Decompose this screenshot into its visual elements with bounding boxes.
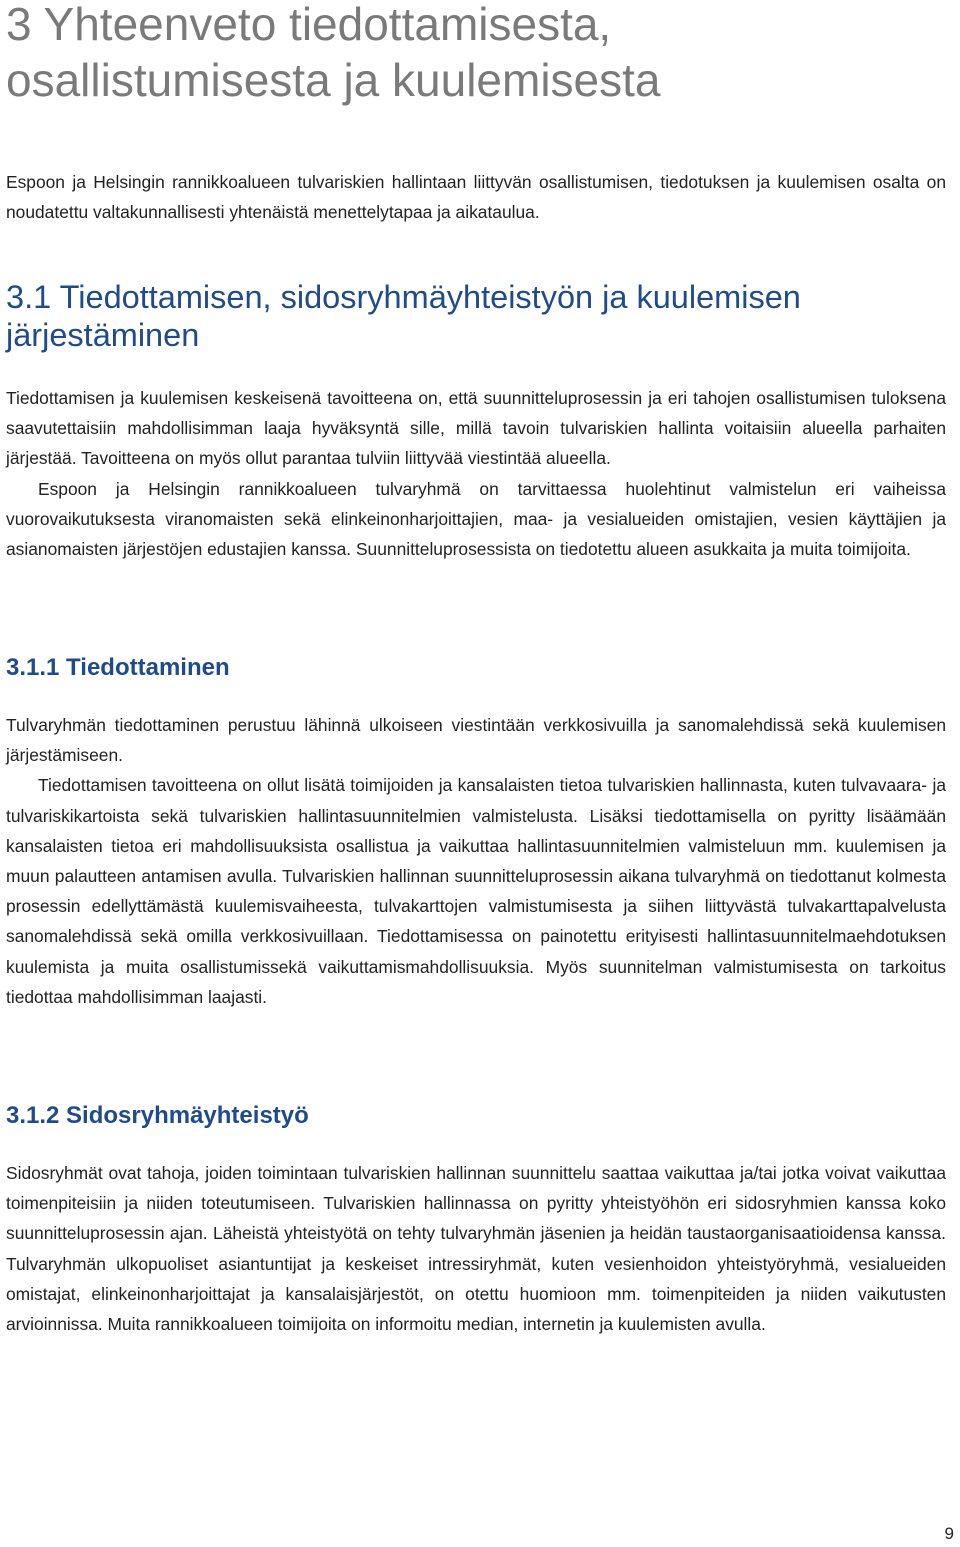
chapter-title-line-2: osallistumisesta ja kuulemisesta	[6, 54, 661, 106]
page-number: 9	[944, 1524, 954, 1543]
section-3-1-title-line-1: 3.1 Tiedottamisen, sidosryhmäyhteistyön ja kuulemisen	[6, 279, 801, 315]
section-3-1-1-body	[6, 710, 946, 1012]
section-3-1-paragraph-2: Espoon ja Helsingin rannikkoalueen tulvaryhmä on tarvittaessa huolehtinut valmistelun eri vaiheissa vuorovaikutuksesta viranomaisten sekä elinkeinonharjoittajien, maa- ja vesialueiden omistajien, vesien käyttäjien ja asianomaisten järjestöjen edustajien kanssa. Suunnitteluprosessista on tiedotettu alueen asukkaita ja muita toimijoita.	[6, 478, 946, 560]
section-3-1-title	[6, 278, 946, 354]
chapter-title-line-1: 3 Yhteenveto tiedottamisesta,	[6, 0, 612, 50]
chapter-title	[6, 0, 946, 108]
section-3-1-body	[6, 383, 946, 564]
section-3-1-1-paragraph-1: Tulvaryhmän tiedottaminen perustuu lähinnä ulkoiseen viestintään verkkosivuilla ja sanomalehdissä sekä kuulemisen järjestämiseen.	[6, 715, 946, 766]
section-3-1-2-paragraph-1: Sidosryhmät ovat tahoja, joiden toimintaan tulvariskien hallinnan suunnittelu saattaa vaikuttaa ja/tai jotka voivat vaikuttaa toimenpiteisiin ja niiden toteutumiseen. Tulvariskien hallinnassa on pyritty yhteistyöhön eri sidosryhmien kanssa koko suunnitteluprosessin ajan. Läheistä yhteistyötä on tehty tulvaryhmän jäsenien ja heidän taustaorganisaatioidensa kanssa. Tulvaryhmän ulkopuoliset asiantuntijat ja keskeiset intressiryhmät, kuten vesienhoidon yhteistyöryhmä, vesialueiden omistajat, elinkeinonharjoittajat ja kansalaisjärjestöt, on otettu huomioon mm. toimenpiteiden ja niiden vaikutusten arvioinnissa. Muita rannikkoalueen toimijoita on informoitu median, internetin ja kuulemisten avulla.	[6, 1163, 946, 1335]
section-3-1-paragraph-1: Tiedottamisen ja kuulemisen keskeisenä tavoitteena on, että suunnitteluprosessin ja eri tahojen osallistumisen tuloksena saavutettaisiin mahdollisimman laaja hyväksyntä sille, millä tavoin tulvariskien hallinta voitaisiin alueella parhaiten järjestää. Tavoitteena on myös ollut parantaa tulviin liittyvää viestintää alueella.	[6, 388, 946, 469]
section-3-1-1-title: 3.1.1 Tiedottaminen	[6, 654, 230, 681]
section-3-1-2-body	[6, 1158, 946, 1339]
section-3-1-2-title: 3.1.2 Sidosryhmäyhteistyö	[6, 1102, 309, 1129]
chapter-intro-text: Espoon ja Helsingin rannikkoalueen tulvariskien hallintaan liittyvän osallistumisen, tiedotuksen ja kuulemisen osalta on noudatettu valtakunnallisesti yhtenäistä menettelytapaa ja aikataulua.	[6, 172, 946, 223]
section-3-1-1-paragraph-2: Tiedottamisen tavoitteena on ollut lisätä toimijoiden ja kansalaisten tietoa tulvariskien hallinnasta, kuten tulvavaara- ja tulvariskikartoista sekä tulvariskien hallintasuunnitelmien valmistelusta. Lisäksi tiedottamisella on pyritty lisäämään kansalaisten tietoa eri mahdollisuuksista osallistua ja vaikuttaa hallintasuunnitelmien valmisteluun mm. kuulemisen ja muun palautteen antamisen avulla. Tulvariskien hallinnan suunnitteluprosessin aikana tulvaryhmä on tiedottanut kolmesta prosessin edellyttämästä kuulemisvaiheesta, tulvakarttojen valmistumisesta ja siihen liittyvästä tulvakarttapalvelusta sanomalehdissä sekä omilla verkkosivuillaan. Tiedottamisessa on painotettu erityisesti hallintasuunnitelmaehdotuksen kuulemista ja muita osallistumissekä vaikuttamismahdollisuuksia. Myös suunnitelman valmistumisesta on tarkoitus tiedottaa mahdollisimman laajasti.	[6, 775, 946, 1007]
chapter-intro-paragraph	[6, 167, 946, 227]
section-3-1-title-line-2: järjestäminen	[6, 317, 200, 353]
